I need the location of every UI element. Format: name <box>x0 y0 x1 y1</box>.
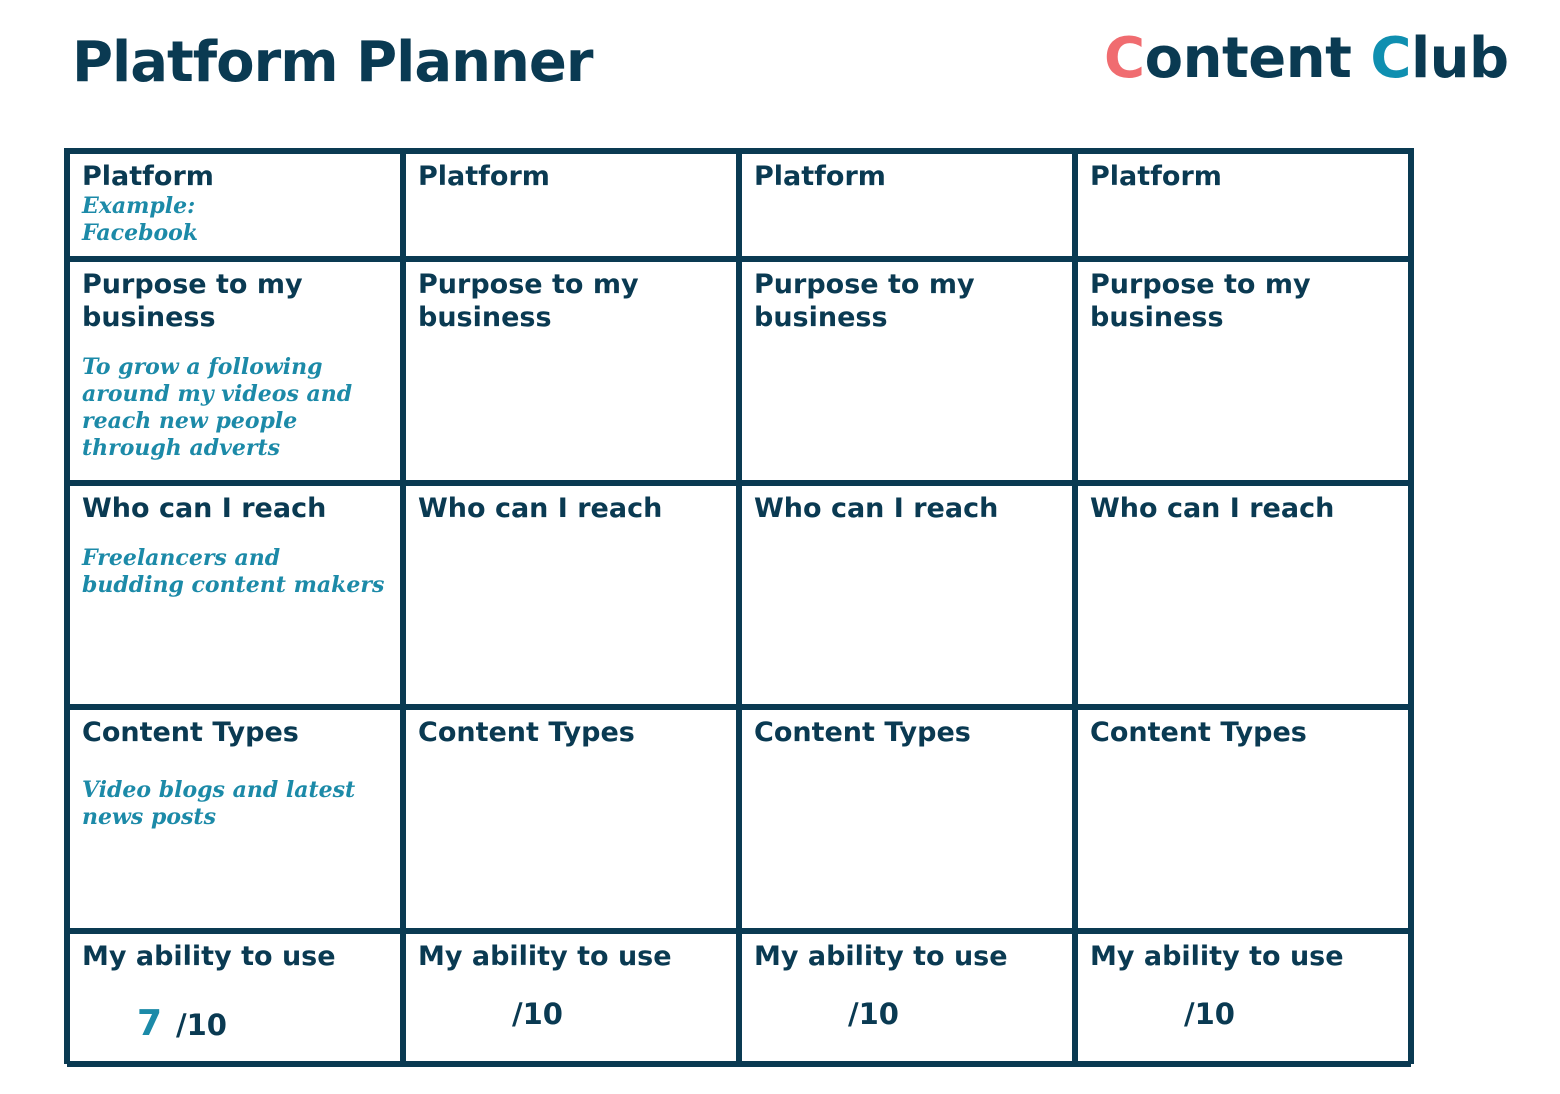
ability-label: My ability to use <box>1090 941 1344 972</box>
reach-example: Freelancers and budding content makers <box>82 545 385 598</box>
ability-denominator: /10 <box>176 1008 227 1042</box>
cell-platform-1[interactable] <box>67 151 403 259</box>
logo-text-content: ontent <box>1144 26 1371 91</box>
cell-purpose-1[interactable] <box>67 259 403 483</box>
cell-ability-4[interactable] <box>1075 931 1411 1067</box>
cell-purpose-2[interactable] <box>403 259 739 483</box>
ability-denominator: /10 <box>848 997 899 1031</box>
ability-label: My ability to use <box>82 941 336 972</box>
platform-example: Example: Facebook <box>82 193 199 246</box>
reach-label: Who can I reach <box>1090 493 1335 524</box>
cell-platform-4[interactable] <box>1075 151 1411 259</box>
cell-content-4[interactable] <box>1075 707 1411 931</box>
cell-ability-1[interactable] <box>67 931 403 1067</box>
cell-ability-2[interactable] <box>403 931 739 1067</box>
logo-text-club: lub <box>1410 26 1509 91</box>
page-title: Platform Planner <box>72 30 593 95</box>
platform-label: Platform <box>754 161 886 192</box>
platform-label: Platform <box>1090 161 1222 192</box>
ability-value: 7 <box>136 1003 162 1044</box>
ability-label: My ability to use <box>754 941 1008 972</box>
content-types-label: Content Types <box>418 717 635 748</box>
ability-score <box>82 1003 388 1044</box>
cell-content-1[interactable] <box>67 707 403 931</box>
cell-platform-2[interactable] <box>403 151 739 259</box>
content-types-example: Video blogs and latest news posts <box>82 777 356 830</box>
content-club-logo <box>1104 26 1509 91</box>
ability-denominator: /10 <box>512 997 563 1031</box>
cell-platform-3[interactable] <box>739 151 1075 259</box>
ability-denominator: /10 <box>1184 997 1235 1031</box>
cell-purpose-4[interactable] <box>1075 259 1411 483</box>
purpose-label: Purpose to my business <box>754 269 975 333</box>
cell-reach-3[interactable] <box>739 483 1075 707</box>
platform-label: Platform <box>418 161 550 192</box>
ability-score <box>754 997 1060 1031</box>
cell-reach-2[interactable] <box>403 483 739 707</box>
content-types-label: Content Types <box>754 717 971 748</box>
cell-ability-3[interactable] <box>739 931 1075 1067</box>
purpose-example: To grow a following around my videos and reach new people through adverts <box>82 354 353 461</box>
content-types-label: Content Types <box>82 717 299 748</box>
logo-initial-c-teal: C <box>1370 26 1411 91</box>
purpose-label: Purpose to my business <box>82 269 303 333</box>
cell-reach-1[interactable] <box>67 483 403 707</box>
reach-label: Who can I reach <box>754 493 999 524</box>
platform-planner-grid <box>64 148 1414 1064</box>
reach-label: Who can I reach <box>418 493 663 524</box>
cell-content-2[interactable] <box>403 707 739 931</box>
purpose-label: Purpose to my business <box>1090 269 1311 333</box>
platform-label: Platform <box>82 161 214 192</box>
reach-label: Who can I reach <box>82 493 327 524</box>
cell-reach-4[interactable] <box>1075 483 1411 707</box>
ability-label: My ability to use <box>418 941 672 972</box>
cell-content-3[interactable] <box>739 707 1075 931</box>
logo-initial-c-coral: C <box>1104 26 1145 91</box>
purpose-label: Purpose to my business <box>418 269 639 333</box>
ability-score <box>1090 997 1396 1031</box>
content-types-label: Content Types <box>1090 717 1307 748</box>
cell-purpose-3[interactable] <box>739 259 1075 483</box>
ability-score <box>418 997 724 1031</box>
